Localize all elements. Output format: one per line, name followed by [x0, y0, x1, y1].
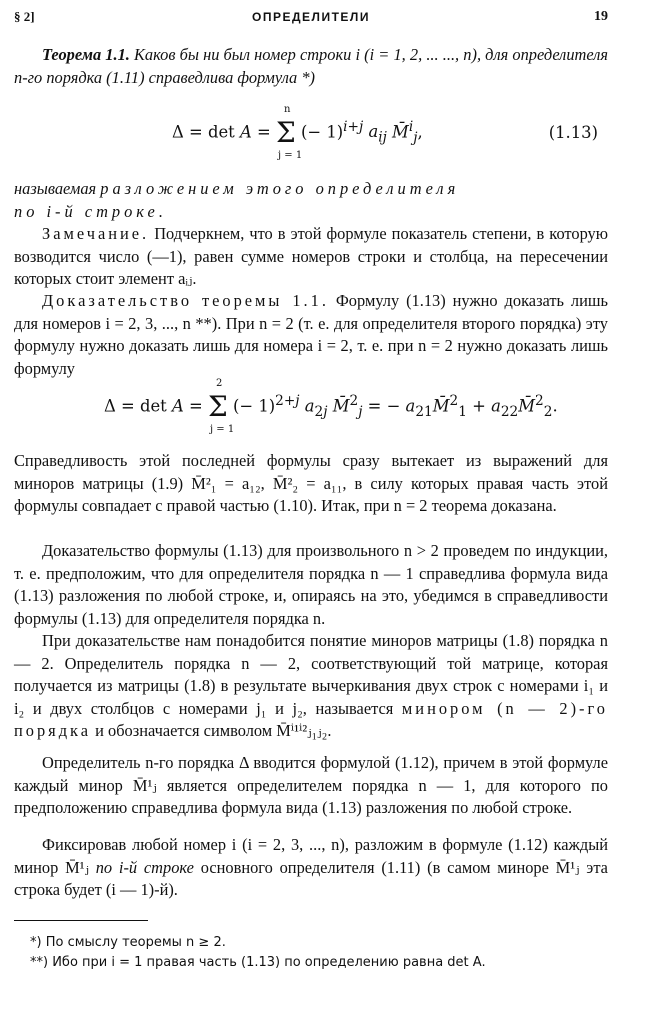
paragraph-determinant: Определитель n-го порядка Δ вводится формулой (1.12), причем в этой формуле каждый минор M̄¹ⱼ является определителем порядка n — 1, для которого по предположению справедлива формула вида (1.13) разложения по любой строке. [14, 753, 608, 818]
theorem-statement [14, 44, 608, 89]
paragraph-induction: Доказательство формулы (1.13) для произвольного n > 2 проведем по индукции, т. е. предположим, что для определителя порядка n — 1 справедлива формула вида (1.13) разложения по любой строке, и, опираясь на это, убедимся в справедливости формулы (1.13) для определителя порядка n. [14, 541, 608, 628]
remark-label: Замечание. [42, 224, 150, 243]
spaced-term: минором (n — 2)-го порядка [14, 698, 608, 741]
section-marker: § 2] [14, 9, 35, 24]
spaced-term: разложением этого определителя [100, 179, 460, 198]
theorem-body: Каков бы ни был номер строки i (i = 1, 2, ... ..., n), для определителя n-го порядка (1.11) справедлива формула *) [14, 45, 608, 87]
running-header [14, 6, 608, 26]
paragraph-minors: При доказательстве нам понадобится понятие миноров матрицы (1.8) порядка n — 2. Определитель порядка n — 2, соответствующий той матрице, которая получается из матрицы (1.8) в результате вычеркивания двух строк с номерами i₁ и i₂ и двух столбцов с номерами j₁ и j₂, называется минором (n — 2)-го порядка и обозначается символом M̄ⁱ¹ⁱ²ⱼ₁ⱼ₂. [14, 631, 608, 741]
formula-1-13 [14, 103, 608, 162]
paragraph-fixing-row: Фиксировав любой номер i (i = 2, 3, ..., n), разложим в формуле (1.12) каждый минор M̄¹ⱼ по i-й строке основного определителя (1.11) (в самом миноре M̄¹ⱼ эта строка будет (i — 1)-й). [14, 835, 608, 900]
sum-symbol: Σ 2 j = 1 [207, 377, 235, 435]
page-number: 19 [594, 9, 608, 24]
footnote-1: *) По смыслу теоремы n ≥ 2. [30, 935, 226, 950]
sum-symbol: Σ n j = 1 [275, 103, 303, 161]
definition-named: называемая разложением этого определителя по i-й строке. [14, 179, 460, 221]
formula-n2-expression: Δ = det A = Σ 2 j = 1 (− 1)$^{2+j}$ $a_{2j}$ M̄$^2_j$ = − $a_{21}M̄^2_1$ + $a_{22}M̄^2_2$. [104, 377, 558, 435]
paragraph-validity: Справедливость этой последней формулы сразу вытекает из выражений для миноров матрицы (1.9) M̄²₁ = a₁₂, M̄²₂ = a₁₁, в силу которых правая часть этой формулы совпадает с правой частью (1.10). Итак, при n = 2 теорема доказана. [14, 451, 608, 516]
formula-n2 [14, 377, 608, 436]
proof-paragraph: Доказательство теоремы 1.1. Формулу (1.13) нужно доказать лишь для номеров i = 2, 3, ..., n **). При n = 2 (т. е. для определителя второго порядка) эту формулу нужно доказать лишь для номера i = 2, т. е. при n = 2 нужно доказать лишь формулу [14, 291, 608, 378]
proof-label: Доказательство теоремы 1.1. [42, 291, 329, 310]
running-title: ОПРЕДЕЛИТЕЛИ [252, 10, 370, 24]
footnote-2: **) Ибо при i = 1 правая часть (1.13) по определению равна det A. [30, 955, 486, 970]
equation-number: (1.13) [548, 123, 598, 142]
footnote-divider [14, 920, 148, 921]
theorem-label: Теорема 1.1. [42, 45, 130, 64]
formula-1-13-expression: Δ = det A = Σ n j = 1 (− 1)$^{i+j}$ $a_{ij}$ M̄$^i_j$, [172, 103, 423, 161]
remark-paragraph: Замечание. Подчеркнем, что в этой формуле показатель степени, в которую возводится число (—1), равен сумме номеров строки и столбца, на пересечении которых стоит элемент aᵢⱼ. [14, 224, 608, 289]
